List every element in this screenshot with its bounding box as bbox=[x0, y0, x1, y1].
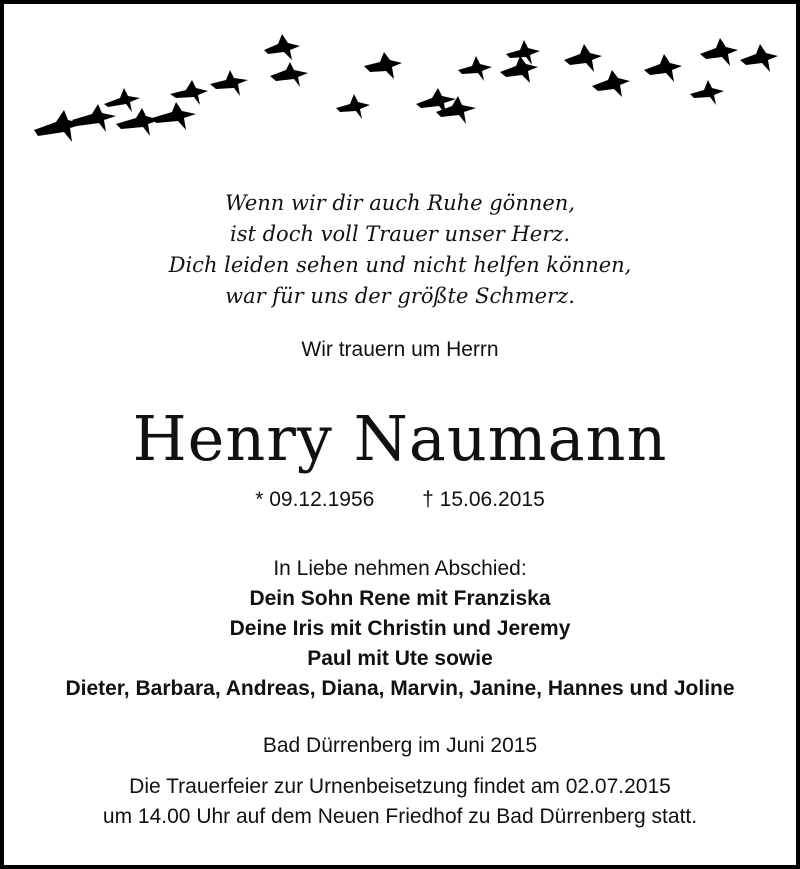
death-date: † 15.06.2015 bbox=[422, 488, 545, 511]
poem-line: war für uns der größte Schmerz. bbox=[225, 284, 575, 308]
place-date: Bad Dürrenberg im Juni 2015 bbox=[262, 734, 538, 757]
birth-date: * 09.12.1956 bbox=[255, 488, 375, 511]
flying-birds-icon bbox=[24, 32, 784, 162]
service-line: um 14.00 Uhr auf dem Neuen Friedhof zu Bad Dürrenberg statt. bbox=[102, 805, 698, 828]
poem-line: ist doch voll Trauer unser Herz. bbox=[230, 222, 570, 246]
farewell-section bbox=[4, 554, 796, 704]
intro-text: Wir trauern um Herrn bbox=[301, 338, 499, 361]
poem bbox=[4, 188, 796, 312]
life-dates bbox=[4, 488, 796, 512]
mourner-line: Dieter, Barbara, Andreas, Diana, Marvin, Janine, Hannes und Joline bbox=[65, 677, 735, 700]
farewell-heading: In Liebe nehmen Abschied: bbox=[273, 557, 527, 580]
service-info bbox=[4, 772, 796, 832]
service-line: Die Trauerfeier zur Urnenbeisetzung findet am 02.07.2015 bbox=[129, 775, 671, 798]
poem-line: Wenn wir dir auch Ruhe gönnen, bbox=[224, 191, 576, 215]
poem-line: Dich leiden sehen und nicht helfen können, bbox=[168, 253, 632, 277]
mourner-line: Deine Iris mit Christin und Jeremy bbox=[229, 617, 571, 640]
mourner-line: Dein Sohn Rene mit Franziska bbox=[249, 587, 551, 610]
mourner-line: Paul mit Ute sowie bbox=[307, 647, 493, 670]
deceased-name: Henry Naumann bbox=[132, 402, 668, 475]
